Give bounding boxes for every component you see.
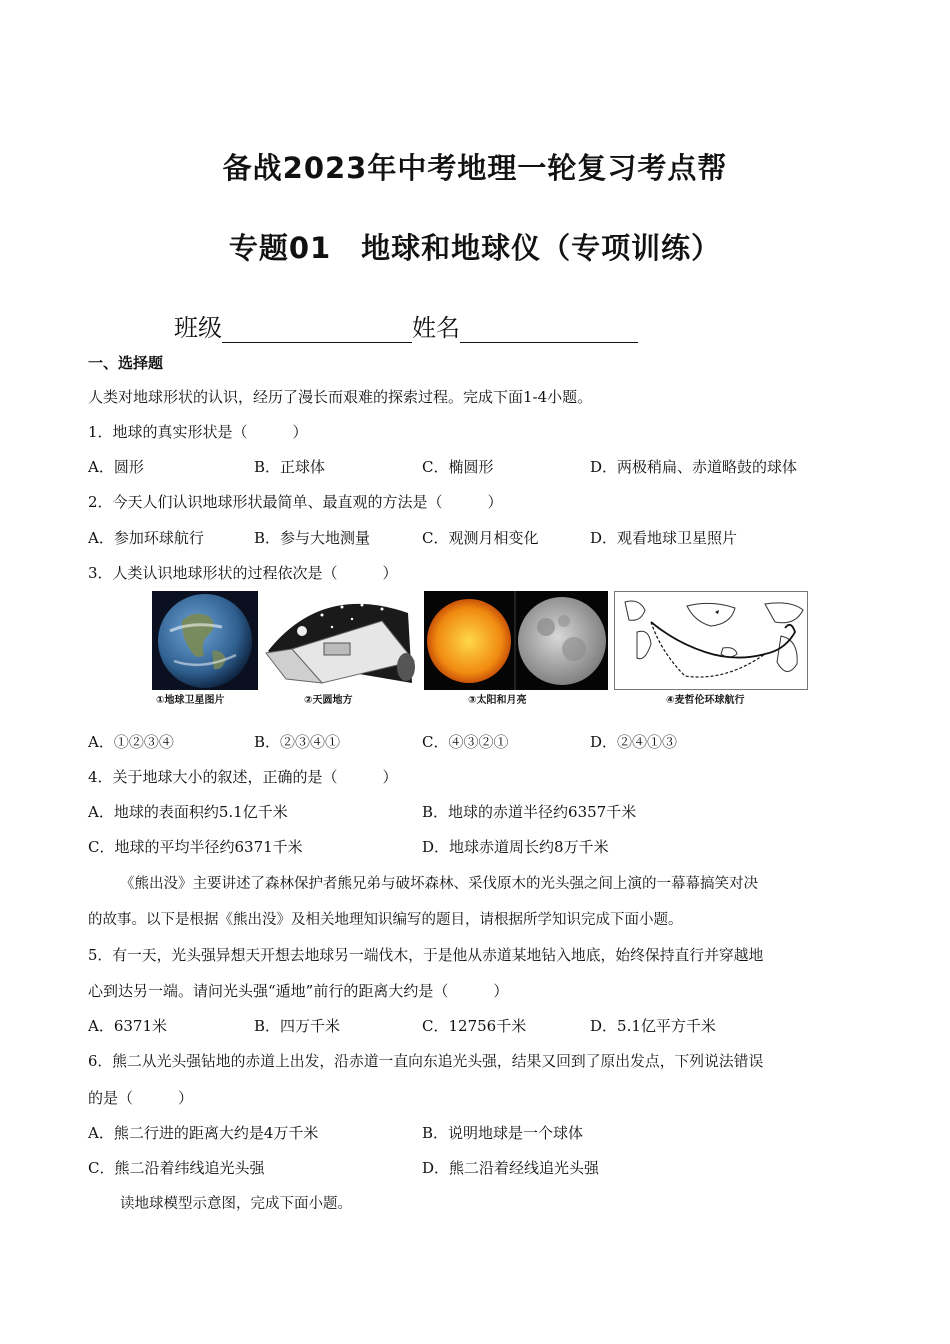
q2-option-b[interactable]: B．参与大地测量 [254,529,371,547]
intro-text: 人类对地球形状的认识，经历了漫长而艰难的探索过程。完成下面1-4小题。 [88,388,593,406]
q1-stem: 1．地球的真实形状是（ ） [88,423,308,441]
sun-moon-image [424,591,608,690]
intro2-line2: 的故事。以下是根据《熊出没》及相关地理知识编写的题目，请根据所学知识完成下面小题。 [88,912,683,928]
intro3-text: 读地球模型示意图，完成下面小题。 [120,1196,352,1212]
q5-option-c[interactable]: C．12756千米 [422,1017,527,1035]
q3-stem: 3．人类认识地球形状的过程依次是（ ） [88,564,398,582]
q4-option-a[interactable]: A．地球的表面积约5.1亿千米 [88,803,288,821]
caption-1: ①地球卫星图片 [156,695,225,706]
q1-option-a[interactable]: A．圆形 [88,458,144,476]
name-label: 姓名 [412,314,460,342]
q6-option-a[interactable]: A．熊二行进的距离大约是4万千米 [88,1124,319,1142]
caption-2: ②天圆地方 [304,695,353,706]
q2-option-d[interactable]: D．观看地球卫星照片 [590,529,738,547]
caption-3: ③太阳和月亮 [468,695,527,706]
q3-option-a[interactable]: A．①②③④ [88,733,174,751]
dome-image [262,591,420,690]
q2-stem: 2．今天人们认识地球形状最简单、最直观的方法是（ ） [88,493,503,511]
q4-stem: 4．关于地球大小的叙述，正确的是（ ） [88,768,398,786]
q3-option-d[interactable]: D．②④①③ [590,733,678,751]
q2-option-c[interactable]: C．观测月相变化 [422,529,539,547]
caption-4: ④麦哲伦环球航行 [666,695,745,706]
q4-option-d[interactable]: D．地球赤道周长约8万千米 [422,838,609,856]
q3-figure [152,591,808,709]
class-blank[interactable] [222,316,412,343]
q5-option-b[interactable]: B．四万千米 [254,1017,341,1035]
voyage-map-image [614,591,808,690]
q5-stem-line2: 心到达另一端。请问光头强“遁地”前行的距离大约是（ ） [88,982,509,1000]
section-heading: 一、选择题 [88,354,164,372]
class-label: 班级 [174,314,222,342]
q1-option-b[interactable]: B．正球体 [254,458,326,476]
q3-option-b[interactable]: B．②③④① [254,733,341,751]
q2-option-a[interactable]: A．参加环球航行 [88,529,204,547]
q1-option-d[interactable]: D．两极稍扁、赤道略鼓的球体 [590,458,798,476]
q6-option-d[interactable]: D．熊二沿着经线追光头强 [422,1159,600,1177]
q5-option-d[interactable]: D．5.1亿平方千米 [590,1017,716,1035]
intro2-line1: 《熊出没》主要讲述了森林保护者熊兄弟与破坏森林、采伐原木的光头强之间上演的一幕幕搞笑对决 [120,876,758,892]
doc-title: 备战2023年中考地理一轮复习考点帮 [222,151,728,185]
q6-option-b[interactable]: B．说明地球是一个球体 [422,1124,584,1142]
q6-option-c[interactable]: C．熊二沿着纬线追光头强 [88,1159,265,1177]
q5-stem-line1: 5．有一天，光头强异想天开想去地球另一端伐木，于是他从赤道某地钻入地底，始终保持直行并穿越地 [88,947,764,964]
q4-option-c[interactable]: C．地球的平均半径约6371千米 [88,838,303,856]
class-name-line [174,308,638,343]
q6-stem-line2: 的是（ ） [88,1089,194,1107]
q4-option-b[interactable]: B．地球的赤道半径约6357千米 [422,803,637,821]
q6-stem-line1: 6．熊二从光头强钻地的赤道上出发，沿赤道一直向东追光头强，结果又回到了原出发点，下列说法错误 [88,1053,764,1070]
earth-satellite-image [152,591,258,690]
name-blank[interactable] [460,316,638,343]
q1-option-c[interactable]: C．椭圆形 [422,458,494,476]
q3-option-c[interactable]: C．④③②① [422,733,509,751]
q5-option-a[interactable]: A．6371米 [88,1017,168,1035]
doc-subtitle: 专题01 地球和地球仪（专项训练） [228,231,722,265]
